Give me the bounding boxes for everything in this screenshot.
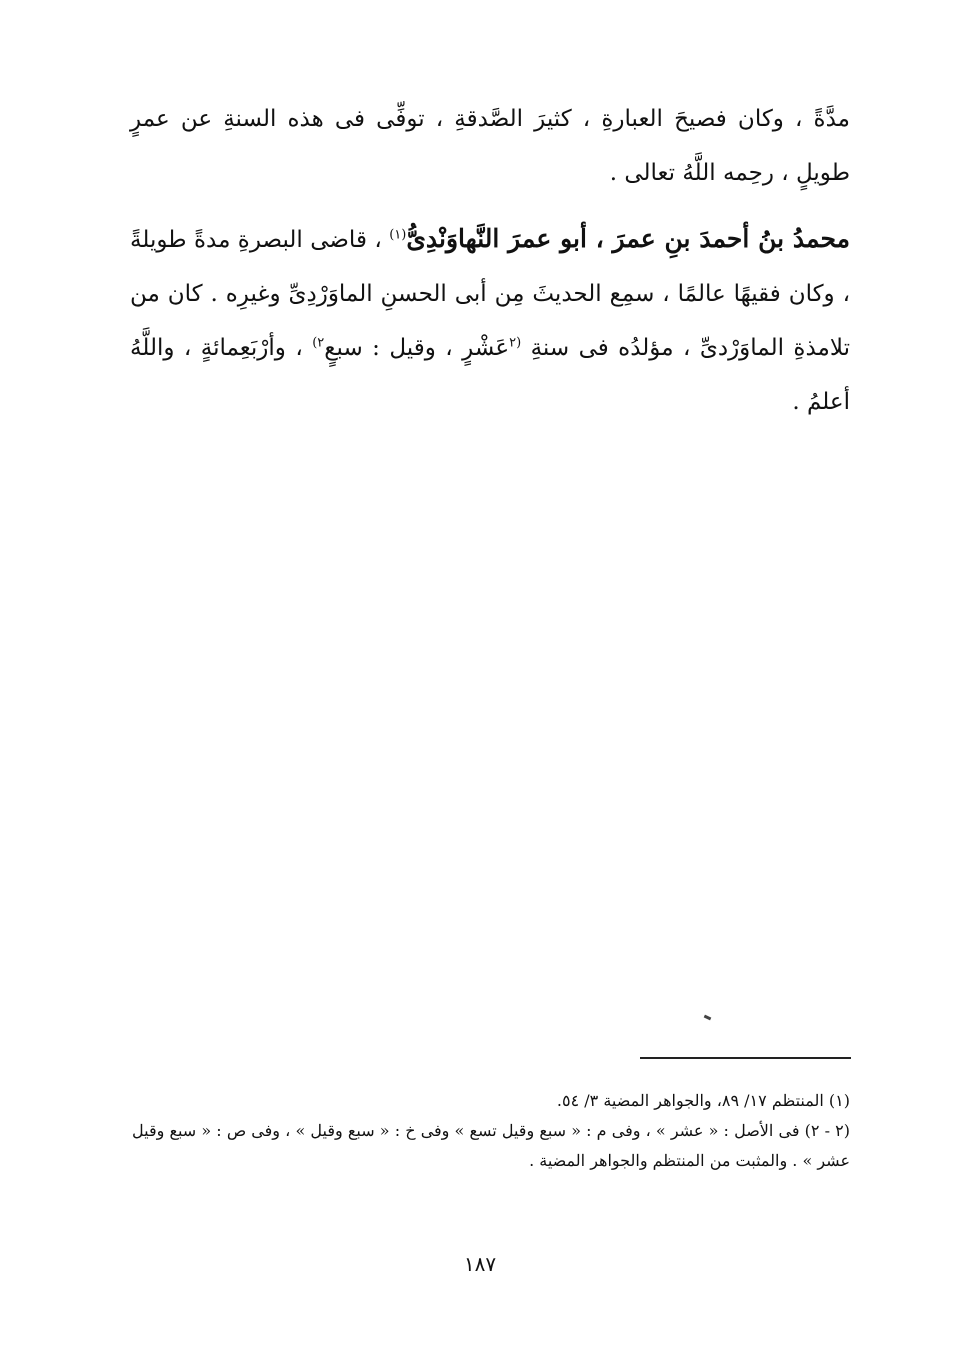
footnote-separator xyxy=(640,1057,851,1059)
footnote-ref-1: (١) xyxy=(389,227,407,243)
footnote-2: (٢ - ٢) فى الأصل : « عشر » ، وفى م : « سبع وقيل تسع » وفى خ : « سبع وقيل » ، وفى ص : « سبع وقيل عشر » . والمثبت من المنتظم والجواهر المضية . xyxy=(132,1121,851,1170)
paragraph-2-text-c: ، وأرْبَعِمائةٍ ، واللَّهُ أعلمُ . xyxy=(130,335,850,415)
footnote-ref-2-open: (٢ xyxy=(509,335,522,351)
stray-ink-mark xyxy=(704,1015,712,1021)
paragraph-1: مدَّةً ، وكان فصيحَ العبارةِ ، كثيرَ الصَّدقةِ ، توفِّى فى هذه السنةِ عن عمرٍ طويلٍ ، رحِمه اللَّهُ تعالى . xyxy=(130,106,850,186)
paragraph-2-text-b: عَشْرٍ ، وقيل : سبعٍ xyxy=(324,335,510,361)
paragraph-2 xyxy=(130,212,850,429)
footnote-1: (١) المنتظم ١٧/ ٨٩، والجواهر المضية ٣/ ٥٤. xyxy=(556,1091,850,1110)
footnote-ref-2-close: ٢) xyxy=(312,335,325,351)
footnotes xyxy=(132,1086,850,1176)
biography-name: محمدُ بنُ أحمدَ بنِ عمرَ ، أبو عمرَ النَّهاوَنْدِىُّ xyxy=(406,224,850,253)
paragraph-2-text-a: ، قاضى البصرةِ مدةً طويلةً ، وكان فقيهًا عالمًا ، سمِع الحديثَ مِن أبى الحسنِ الماوَرْدِىِّ وغيرِه . كان من تلامذةِ الماوَرْدىِّ ، مؤلدُه فى سنةِ xyxy=(130,227,850,361)
page-number: ١٨٧ xyxy=(463,1252,497,1276)
main-text-block xyxy=(130,92,850,429)
